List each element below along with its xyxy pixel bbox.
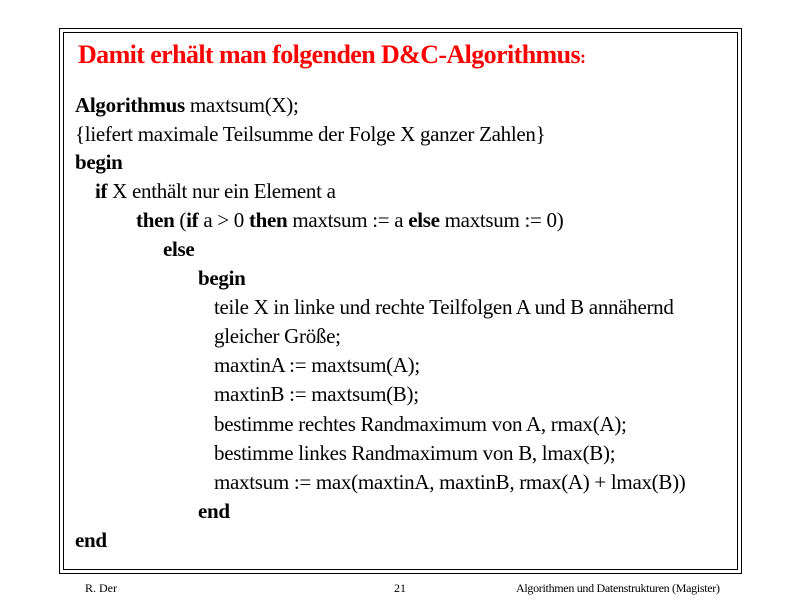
code-line-lmax: bestimme linkes Randmaximum von B, lmax(B); (214, 441, 616, 465)
footer-page-number: 21 (394, 581, 406, 595)
code-text: maxtsum := 0) (439, 208, 564, 232)
keyword-else: else (408, 208, 440, 232)
code-text: ( (174, 208, 187, 232)
code-text: maxtsum := a (287, 208, 409, 232)
code-text: X enthält nur ein Element a (107, 179, 336, 203)
code-line-then (136, 206, 563, 234)
code-line-maxtinb: maxtinB := maxtsum(B); (214, 382, 419, 406)
code-line-end: end (75, 528, 107, 552)
keyword-if: if (95, 179, 108, 203)
code-line-maxtina: maxtinA := maxtsum(A); (214, 353, 420, 377)
keyword-if: if (186, 208, 199, 232)
code-line-comment: {liefert maximale Teilsumme der Folge X ganzer Zahlen} (75, 122, 546, 146)
code-text: a > 0 (198, 208, 249, 232)
footer-author: R. Der (85, 581, 117, 595)
code-line-begin: begin (75, 150, 123, 174)
keyword-algorithmus: Algorithmus (75, 93, 185, 117)
code-line-split: teile X in linke und rechte Teilfolgen A und B annähernd (214, 295, 674, 319)
code-line-max: maxtsum := max(maxtinA, maxtinB, rmax(A) + lmax(B)) (214, 470, 686, 494)
keyword-then: then (136, 208, 175, 232)
keyword-then: then (248, 208, 288, 232)
slide-title-text: Damit erhält man folgenden D&C-Algorithmus (78, 40, 580, 69)
slide-title (78, 40, 585, 70)
slide-title-colon: : (580, 47, 586, 67)
code-line-if (95, 177, 336, 205)
footer-course: Algorithmen und Datenstrukturen (Magister) (516, 581, 720, 595)
code-line-algorithm (75, 91, 299, 119)
code-text: maxtsum(X); (184, 93, 299, 117)
code-line-rmax: bestimme rechtes Randmaximum von A, rmax(A); (214, 412, 627, 436)
code-line-else: else (163, 237, 195, 261)
code-line-inner-begin: begin (198, 266, 246, 290)
code-line-inner-end: end (198, 499, 230, 523)
code-line-split-cont: gleicher Größe; (214, 324, 341, 348)
